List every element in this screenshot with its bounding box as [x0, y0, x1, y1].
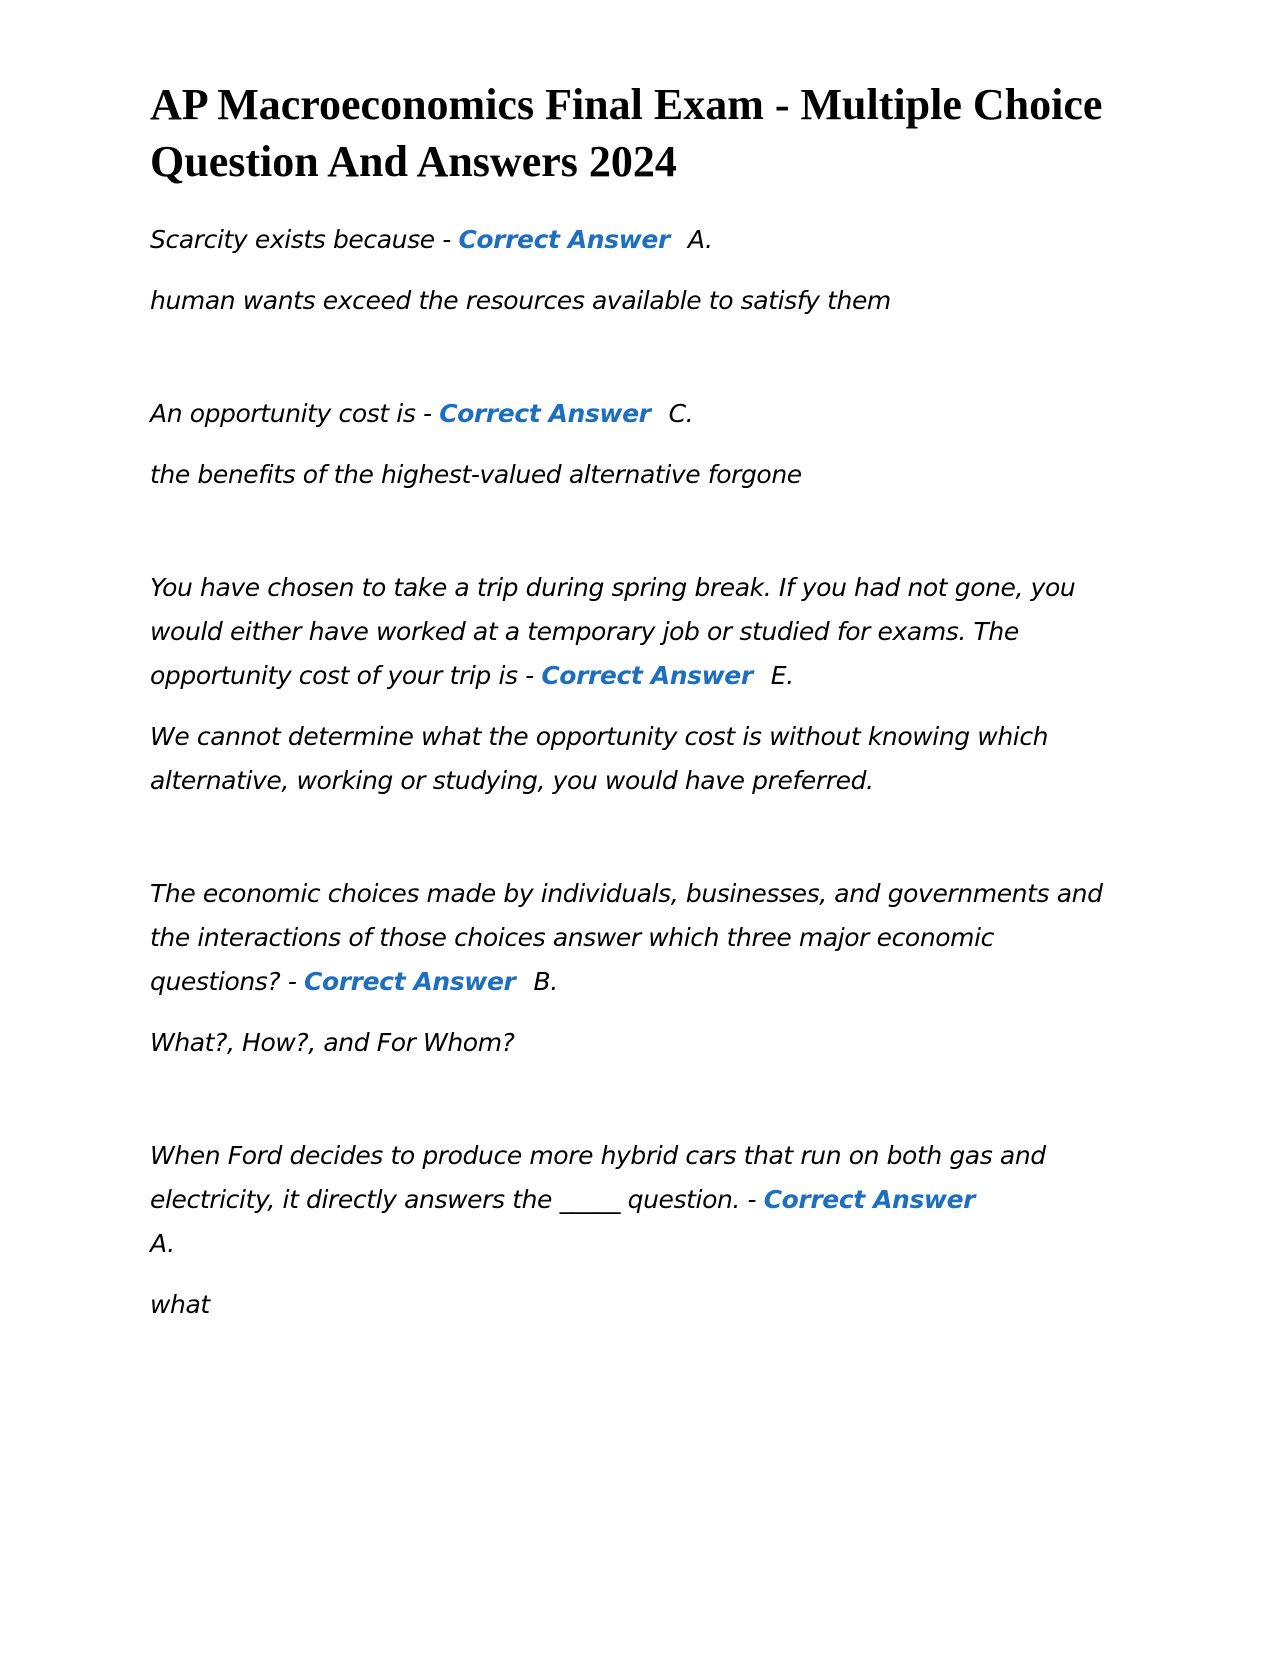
- spacer: [150, 1065, 1130, 1134]
- document-title: AP Macroeconomics Final Exam - Multiple Choice Question And Answers 2024: [150, 80, 1103, 186]
- answer-text: what: [150, 1290, 210, 1319]
- question-text: [150, 872, 1130, 1004]
- question-stem: You have chosen to take a trip during spring break. If you had not gone, you would either have worked at a temporary job or studied for exams. The opportunity cost of your trip is -: [150, 573, 1076, 690]
- correct-answer-label: Correct Answer: [439, 399, 651, 428]
- correct-answer-label: Correct Answer: [541, 661, 753, 690]
- question-text: [150, 566, 1130, 698]
- qa-item: [150, 566, 1130, 803]
- spacer: [150, 497, 1130, 566]
- qa-item: [150, 872, 1130, 1065]
- question-stem: When Ford decides to produce more hybrid cars that run on both gas and electricity, it directly answers the _____ question. -: [150, 1141, 1046, 1214]
- answer-text: human wants exceed the resources available to satisfy them: [150, 286, 891, 315]
- question-text: [150, 1134, 1130, 1266]
- question-stem: Scarcity exists because -: [150, 225, 459, 254]
- qa-item: [150, 1134, 1130, 1327]
- answer-text: What?, How?, and For Whom?: [150, 1028, 515, 1057]
- correct-answer-label: Correct Answer: [458, 225, 670, 254]
- question-stem: The economic choices made by individuals, businesses, and governments and the interactions of those choices answer which three major economic questions? -: [150, 879, 1103, 996]
- answer-text: We cannot determine what the opportunity cost is without knowing which alternative, working or studying, you would have preferred.: [150, 722, 1049, 795]
- answer-letter: C.: [668, 399, 694, 428]
- qa-item: [150, 218, 1130, 323]
- answer-letter: A.: [150, 1229, 175, 1258]
- correct-answer-label: Correct Answer: [763, 1185, 976, 1214]
- spacer: [150, 323, 1130, 392]
- correct-answer-label: Correct Answer: [304, 967, 516, 996]
- answer-letter: E.: [770, 661, 794, 690]
- question-stem: An opportunity cost is -: [150, 399, 440, 428]
- question-text: [150, 218, 1130, 262]
- qa-item: [150, 392, 1130, 497]
- spacer: [150, 803, 1130, 872]
- question-text: [150, 392, 1130, 436]
- answer-letter: A.: [687, 225, 713, 254]
- answer-text: the benefits of the highest-valued alternative forgone: [150, 460, 802, 489]
- document-page: [150, 76, 1130, 1327]
- answer-letter: B.: [533, 967, 558, 996]
